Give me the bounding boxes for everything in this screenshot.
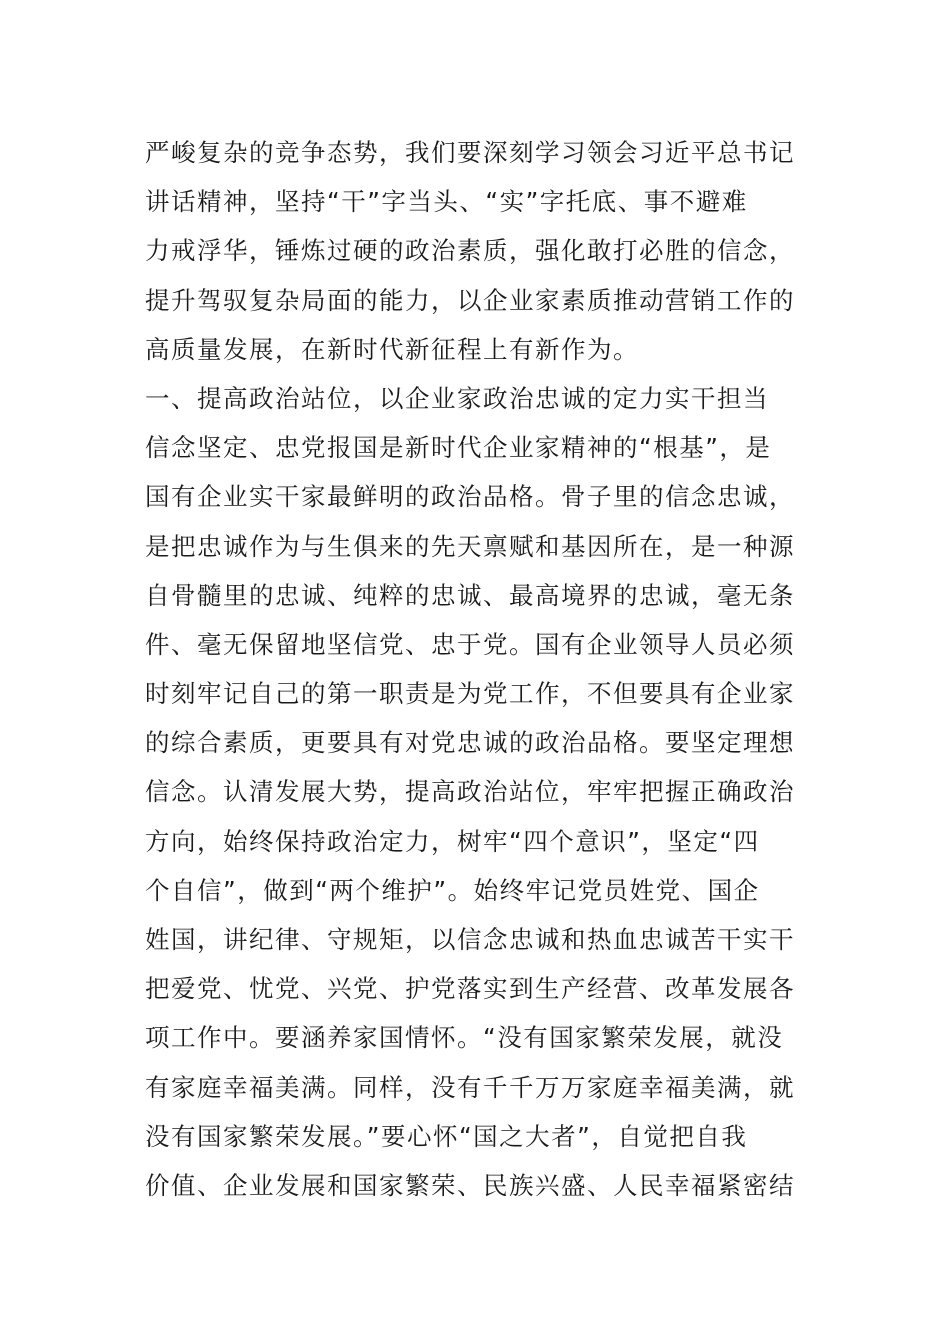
body-text — [145, 128, 825, 1210]
text-line: 把爱党、忧党、兴党、护党落实到生产经营、改革发展各 — [145, 974, 795, 1004]
text-line: 高质量发展，在新时代新征程上有新作为。 — [145, 334, 639, 364]
text-line: 的综合素质，更要具有对党忠诚的政治品格。要坚定理想 — [145, 728, 795, 758]
text-line: 件、毫无保留地坚信党、忠于党。国有企业领导人员必须 — [145, 629, 795, 659]
text-line: 价值、企业发展和国家繁荣、民族兴盛、人民幸福紧密结 — [145, 1170, 795, 1200]
text-line: 信念。认清发展大势，提高政治站位，牢牢把握正确政治 — [145, 777, 795, 807]
text-line: 严峻复杂的竞争态势，我们要深刻学习领会习近平总书记 — [145, 138, 795, 167]
text-line: 提升驾驭复杂局面的能力，以企业家素质推动营销工作的 — [145, 285, 795, 315]
text-line: 自骨髓里的忠诚、纯粹的忠诚、最高境界的忠诚，毫无条 — [145, 580, 795, 610]
section-heading: 一、提高政治站位，以企业家政治忠诚的定力实干担当 — [145, 383, 769, 413]
text-line: 没有国家繁荣发展。”要心怀“国之大者”，自觉把自我 — [145, 1121, 748, 1151]
text-line: 有家庭幸福美满。同样，没有千千万万家庭幸福美满，就 — [145, 1072, 795, 1102]
text-line: 国有企业实干家最鲜明的政治品格。骨子里的信念忠诚， — [145, 482, 795, 512]
text-line: 个自信”，做到“两个维护”。始终牢记党员姓党、国企 — [145, 875, 760, 905]
text-line: 信念坚定、忠党报国是新时代企业家精神的“根基”，是 — [145, 433, 772, 463]
text-line: 是把忠诚作为与生俱来的先天禀赋和基因所在，是一种源 — [145, 531, 795, 561]
text-line: 姓国，讲纪律、守规矩，以信念忠诚和热血忠诚苦干实干 — [145, 925, 795, 954]
text-line: 项工作中。要涵养家国情怀。“没有国家繁荣发展，就没 — [145, 1023, 784, 1053]
text-line: 方向，始终保持政治定力，树牢“四个意识”，坚定“四 — [145, 826, 760, 856]
text-line: 时刻牢记自己的第一职责是为党工作，不但要具有企业家 — [145, 679, 795, 709]
text-line: 讲话精神，坚持“干”字当头、“实”字托底、事不避难 — [145, 187, 748, 217]
text-line: 力戒浮华，锤炼过硬的政治素质，强化敢打必胜的信念， — [145, 236, 795, 266]
